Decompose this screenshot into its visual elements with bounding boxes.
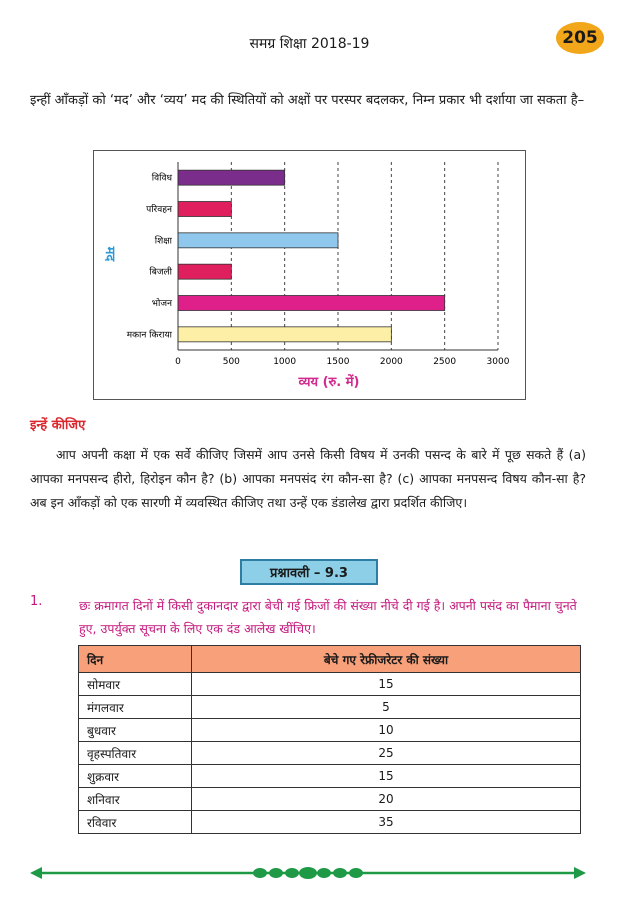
table-row (79, 811, 581, 834)
x-tick-label: 2000 (379, 357, 403, 367)
count-cell: 25 (192, 742, 581, 765)
ornament-left-arrow (30, 867, 42, 879)
horizontal-bar-chart (93, 150, 524, 398)
count-cell: 15 (192, 673, 581, 696)
x-axis-label: व्यय (रु. में) (298, 375, 360, 390)
day-cell: सोमवार (79, 673, 192, 696)
bar (178, 327, 391, 342)
chart-x-ticks (175, 357, 510, 367)
exercise-title-box: प्रश्नावली – 9.3 (240, 559, 378, 585)
count-cell: 5 (192, 696, 581, 719)
page-header-title: समग्र शिक्षा 2018-19 (249, 36, 370, 52)
day-cell: शनिवार (79, 788, 192, 811)
activity-heading: इन्हें कीजिए (30, 418, 86, 433)
table-header-count: बेचे गए रेफ्रीजरेटर की संख्या (192, 646, 581, 673)
table-row (79, 788, 581, 811)
ornament-leaf (253, 868, 267, 878)
activity-paragraph: आप अपनी कक्षा में एक सर्वे कीजिए जिसमें आप उनसे किसी विषय में उनकी पसन्द के बारे में पूछ सकते हैं (a) आपका मनपसन्द हीरो, हिरोइन कौन है? (b) आपका मनपसंद रंग कौन-सा है? (c) आपका मनपसन्द विषय कौन-सा है? अब इन आँकड़ों को एक सारणी में व्यवस्थित कीजिए तथा उन्हें एक डंडालेख द्वारा प्रदर्शित कीजिए। (30, 447, 586, 510)
table-row (79, 719, 581, 742)
table-body (79, 673, 581, 834)
day-cell: बुधवार (79, 719, 192, 742)
x-tick-label: 500 (222, 357, 240, 367)
count-cell: 20 (192, 788, 581, 811)
ornament-leaf (299, 867, 317, 879)
day-cell: वृहस्पतिवार (79, 742, 192, 765)
page-number-badge: 205 (556, 22, 604, 54)
table-header-row (79, 646, 581, 673)
table-row (79, 765, 581, 788)
table-row (79, 742, 581, 765)
refrigerator-sales-table (78, 645, 581, 834)
ornament-leaf (269, 868, 283, 878)
table-header-day: दिन (79, 646, 192, 673)
footer-ornament (30, 858, 586, 888)
bar (178, 296, 445, 311)
category-label: परिवहन (146, 205, 172, 215)
ornament-leaf (333, 868, 347, 878)
category-label: शिक्षा (154, 236, 172, 247)
ornament-leaf (349, 868, 363, 878)
category-label: मकान किराया (126, 330, 172, 341)
x-tick-label: 2500 (433, 357, 457, 367)
question-number: 1. (30, 594, 43, 609)
table-row (79, 696, 581, 719)
category-label: विविध (151, 173, 172, 184)
x-tick-label: 1500 (326, 357, 350, 367)
ornament-right-arrow (574, 867, 586, 879)
category-label: भोजन (151, 299, 172, 309)
chart-grid (231, 162, 498, 350)
intro-paragraph: इन्हीं आँकड़ों को ‘मद’ और ‘व्यय’ मद की स्थितियों को अक्षों पर परस्पर बदलकर, निम्न प्रकार भी दर्शाया जा सकता है– (30, 93, 585, 108)
bar (178, 264, 231, 279)
count-cell: 35 (192, 811, 581, 834)
category-label: बिजली (149, 267, 172, 278)
x-tick-label: 1000 (273, 357, 297, 367)
ornament-leaf (285, 868, 299, 878)
day-cell: शुक्रवार (79, 765, 192, 788)
x-tick-label: 0 (175, 357, 181, 367)
count-cell: 15 (192, 765, 581, 788)
bar (178, 202, 231, 217)
chart-category-labels (127, 172, 173, 341)
x-tick-label: 3000 (486, 357, 510, 367)
chart-bars (178, 170, 445, 342)
question-text: छः क्रमागत दिनों में किसी दुकानदार द्वारा बेची गई फ्रिजों की संख्या नीचे दी गई है। अपनी पसंद का पैमाना चुनते हुए, उपर्युक्त सूचना के लिए एक दंड आलेख खींचिए। (79, 598, 577, 636)
ornament-leaf (317, 868, 331, 878)
day-cell: मंगलवार (79, 696, 192, 719)
y-axis-label: मद (102, 246, 117, 262)
day-cell: रविवार (79, 811, 192, 834)
bar (178, 233, 338, 248)
table-row (79, 673, 581, 696)
bar (178, 170, 285, 185)
ornament-leaves (253, 867, 363, 879)
count-cell: 10 (192, 719, 581, 742)
